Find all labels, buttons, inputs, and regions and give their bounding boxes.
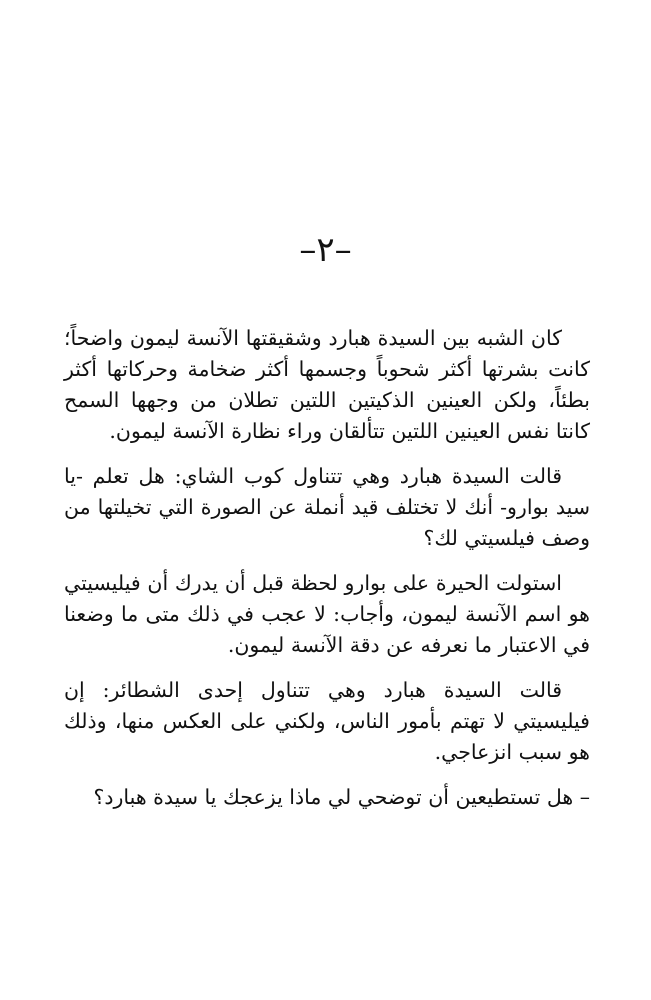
paragraph-poirot-reply: استولت الحيرة على بوارو لحظة قبل أن يدرك أن فيليسيتي هو اسم الآنسة ليمون، وأجاب: لا عجب في ذلك متى ما وضعنا في الاعتبار ما نعرفه عن دقة الآنسة ليمون. bbox=[64, 571, 590, 657]
chapter-text bbox=[64, 323, 590, 827]
paragraph-question: – هل تستطيعين أن توضحي لي ماذا يزعجك يا سيدة هبارد؟ bbox=[93, 785, 590, 809]
paragraph-dialogue-hubbard-1: قالت السيدة هبارد وهي تتناول كوب الشاي: هل تعلم -يا سيد بوارو- أنك لا تختلف قيد أنملة عن الصورة التي تخيلتها من وصف فيلسيتي لك؟ bbox=[64, 464, 590, 550]
chapter-number: –٢– bbox=[299, 230, 352, 270]
paragraph-dialogue-hubbard-2: قالت السيدة هبارد وهي تتناول إحدى الشطائر: إن فيليسيتي لا تهتم بأمور الناس، ولكني على العكس منها، وذلك هو سبب انزعاجي. bbox=[64, 678, 590, 764]
paragraph-description: كان الشبه بين السيدة هبارد وشقيقتها الآنسة ليمون واضحاً؛ كانت بشرتها أكثر شحوباً وجسمها أكثر ضخامة وحركاتها أكثر بطئاً، ولكن العينين الذكيتين اللتين تطلان من وجهها السمح كانتا نفس العينين اللتين تتألقان وراء نظارة الآنسة ليمون. bbox=[64, 326, 590, 443]
